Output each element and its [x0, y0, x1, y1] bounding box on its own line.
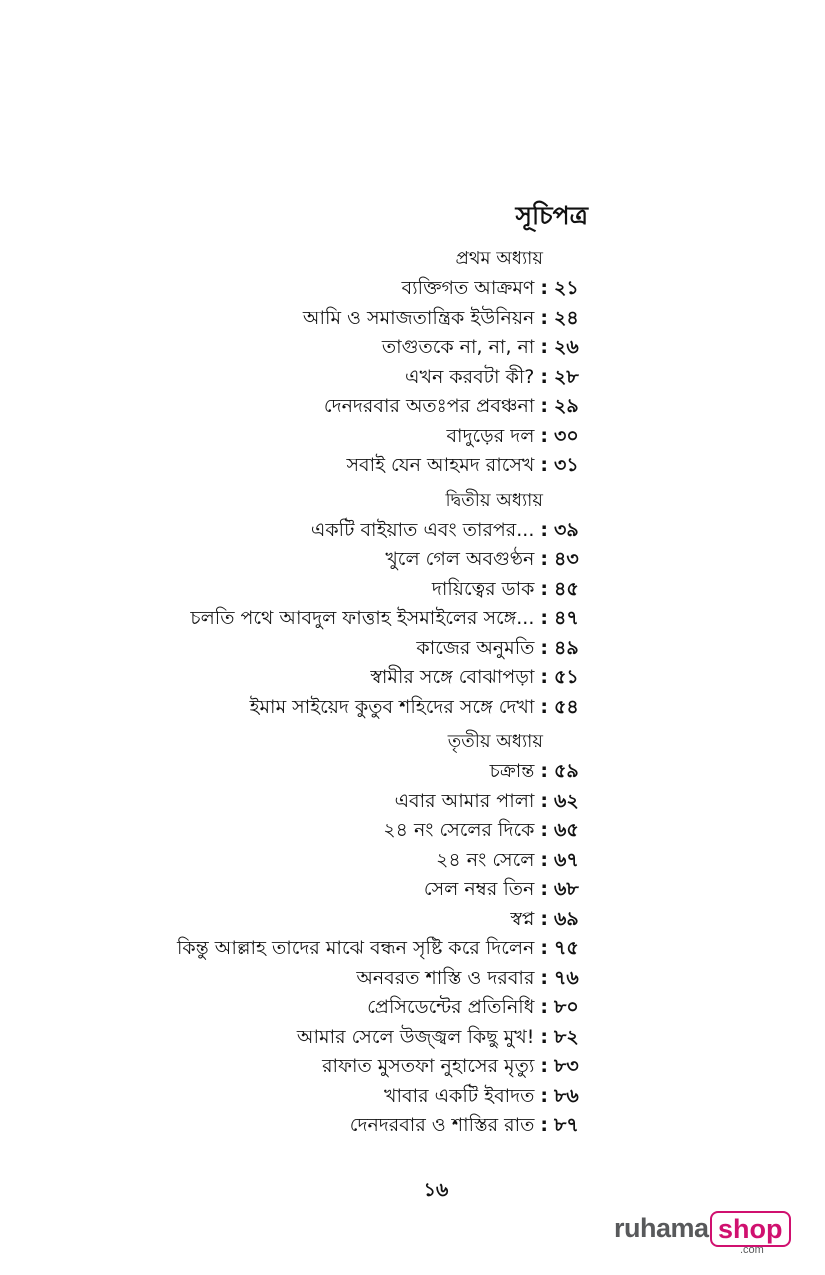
toc-entry: [28, 757, 588, 787]
toc-entry: [28, 274, 588, 304]
toc-entry-page: ২৮: [554, 365, 579, 388]
toc-title: সূচিপত্র: [515, 201, 588, 230]
toc-entry-page: ৩৯: [554, 518, 579, 541]
toc-entry-title: ২৪ নং সেলের দিকে: [383, 819, 535, 841]
toc-entry: [28, 604, 588, 634]
toc-entry-title: খুলে গেল অবগুণ্ঠন: [385, 548, 535, 570]
toc-entry-separator: :: [540, 548, 548, 570]
toc-entry-title: প্রেসিডেন্টের প্রতিনিধি: [367, 996, 535, 1018]
toc-section: [28, 726, 588, 1141]
toc-entry-separator: :: [540, 1025, 548, 1048]
toc-entry-page: ৮৩: [554, 1055, 579, 1077]
toc-entry: [28, 934, 588, 964]
logo-brand-text: ruhama: [614, 1213, 709, 1243]
toc-entry-page: ৬৭: [554, 848, 579, 871]
toc-entry-title: খাবার একটি ইবাদত: [384, 1084, 535, 1107]
toc-entry-title: ২৪ নং সেলে: [436, 848, 535, 871]
toc-entry-separator: :: [540, 518, 548, 541]
toc-entry-page: ২৬: [554, 336, 579, 358]
chapter-heading-label: দ্বিতীয় অধ্যায়: [445, 489, 543, 511]
toc-entry-page: ৪৫: [554, 577, 579, 600]
toc-entry-page: ৮০: [554, 996, 579, 1018]
toc-entry-separator: :: [540, 577, 548, 600]
toc-entry: [28, 634, 588, 664]
toc-entry-separator: :: [540, 306, 548, 329]
toc-entry-separator: :: [540, 937, 548, 959]
toc-entry-separator: :: [540, 1114, 548, 1136]
toc-entry-title: দেনদরবার অতঃপর প্রবঞ্চনা: [323, 395, 535, 417]
toc-entry: [28, 846, 588, 876]
toc-entry-page: ৩০: [554, 424, 579, 447]
toc-entry-separator: :: [540, 848, 548, 871]
toc-entry-separator: :: [540, 277, 548, 299]
toc-entry-page: ২৪: [554, 306, 579, 329]
toc-entry-title: সবাই যেন আহমদ রাসেখ: [346, 454, 535, 476]
ruhamashop-logo: [614, 1211, 784, 1259]
toc-entry-page: ৫৪: [554, 695, 579, 718]
toc-entry-title: কিন্তু আল্লাহ তাদের মাঝে বন্ধন সৃষ্টি করে দিলেন: [176, 937, 535, 959]
toc-entry-separator: :: [540, 695, 548, 718]
toc-entry-title: দেনদরবার ও শাস্তির রাত: [349, 1114, 535, 1136]
toc-entry: [28, 363, 588, 393]
toc-entry-separator: :: [540, 395, 548, 417]
toc-entry-title: আমি ও সমাজতান্ত্রিক ইউনিয়ন: [302, 306, 535, 329]
toc-entry: [28, 816, 588, 846]
toc-entry: [28, 1023, 588, 1053]
toc-entry-page: ৭৬: [554, 966, 579, 989]
toc-entry-title: এখন করবটা কী?: [405, 365, 535, 388]
toc-entry-title: একটি বাইয়াত এবং তারপর...: [310, 518, 535, 541]
toc-entry-page: ৩১: [554, 454, 579, 476]
toc-entry-separator: :: [540, 666, 548, 688]
toc-entry-page: ৫১: [554, 666, 579, 688]
toc-entry: [28, 787, 588, 817]
toc-entry-page: ৫৯: [554, 760, 579, 782]
toc-entry-page: ৬২: [554, 789, 579, 812]
toc-entry: [28, 304, 588, 334]
toc-entry: [28, 392, 588, 422]
toc-section: [28, 243, 588, 481]
toc-entry-title: দায়িত্বের ডাক: [431, 577, 535, 600]
toc-entry: [28, 451, 588, 481]
table-of-contents: [28, 243, 588, 1145]
chapter-heading-label: তৃতীয় অধ্যায়: [447, 731, 543, 752]
toc-entry-page: ৪৭: [554, 607, 579, 629]
toc-entry-title: আমার সেলে উজ্জ্বল কিছু মুখ!: [296, 1025, 535, 1048]
chapter-heading: [28, 726, 588, 757]
toc-entry-title: ব্যক্তিগত আক্রমণ: [401, 277, 535, 299]
toc-entry-page: ৪৯: [554, 636, 579, 659]
toc-entry-separator: :: [540, 336, 548, 358]
toc-entry: [28, 1052, 588, 1082]
toc-entry-title: সেল নম্বর তিন: [423, 878, 535, 900]
toc-entry-page: ৮৭: [554, 1114, 579, 1136]
toc-entry: [28, 1111, 588, 1141]
logo-shop-badge: shop: [710, 1211, 791, 1247]
toc-entry-page: ৮৬: [554, 1084, 579, 1107]
toc-entry-title: চলতি পথে আবদুল ফাত্তাহ ইসমাইলের সঙ্গে...: [190, 607, 535, 629]
toc-entry-separator: :: [540, 1084, 548, 1107]
toc-section: [28, 485, 588, 723]
toc-entry-page: ৪৩: [554, 548, 579, 570]
toc-entry-title: অনবরত শাস্তি ও দরবার: [356, 966, 535, 989]
chapter-heading-label: প্রথম অধ্যায়: [455, 248, 543, 269]
toc-entry: [28, 964, 588, 994]
chapter-heading: [28, 243, 588, 274]
toc-entry-separator: :: [540, 789, 548, 812]
toc-entry: [28, 905, 588, 935]
toc-entry-separator: :: [540, 1055, 548, 1077]
toc-entry-title: কাজের অনুমতি: [416, 636, 535, 659]
toc-entry-separator: :: [540, 636, 548, 659]
toc-entry-title: তাগুতকে না, না, না: [381, 336, 535, 358]
toc-entry-separator: :: [540, 996, 548, 1018]
toc-entry-separator: :: [540, 878, 548, 900]
toc-entry-page: ৭৫: [554, 937, 579, 959]
toc-entry: [28, 545, 588, 575]
logo-tld-text: .com: [740, 1244, 764, 1256]
page-number: ১৬: [423, 1179, 449, 1201]
toc-entry-title: চক্রান্ত: [489, 760, 535, 782]
toc-entry-page: ৮২: [554, 1025, 579, 1048]
toc-entry-page: ২৯: [554, 395, 579, 417]
toc-entry-title: রাফাত মুসতফা নুহাসের মৃত্যু: [322, 1055, 535, 1077]
toc-entry: [28, 1082, 588, 1112]
toc-entry: [28, 516, 588, 546]
toc-entry-separator: :: [540, 365, 548, 388]
toc-entry: [28, 993, 588, 1023]
toc-entry: [28, 693, 588, 723]
toc-entry: [28, 333, 588, 363]
toc-entry-page: ৬৯: [554, 907, 579, 930]
toc-entry-page: ৬৮: [554, 878, 579, 900]
toc-entry-separator: :: [540, 607, 548, 629]
toc-entry-separator: :: [540, 819, 548, 841]
chapter-heading: [28, 485, 588, 516]
toc-entry-title: বাদুড়ের দল: [446, 424, 535, 447]
toc-entry-page: ২১: [554, 277, 579, 299]
toc-entry: [28, 875, 588, 905]
toc-entry-title: স্বপ্ন: [510, 907, 535, 930]
toc-entry: [28, 575, 588, 605]
toc-entry-separator: :: [540, 907, 548, 930]
toc-entry-separator: :: [540, 454, 548, 476]
toc-entry-title: ইমাম সাইয়েদ কুতুব শহিদের সঙ্গে দেখা: [249, 695, 535, 718]
toc-entry-separator: :: [540, 966, 548, 989]
toc-entry: [28, 422, 588, 452]
toc-entry-title: স্বামীর সঙ্গে বোঝাপড়া: [370, 666, 535, 688]
toc-entry: [28, 663, 588, 693]
toc-entry-title: এবার আমার পালা: [394, 789, 535, 812]
toc-entry-separator: :: [540, 760, 548, 782]
toc-entry-separator: :: [540, 424, 548, 447]
toc-entry-page: ৬৫: [554, 819, 579, 841]
